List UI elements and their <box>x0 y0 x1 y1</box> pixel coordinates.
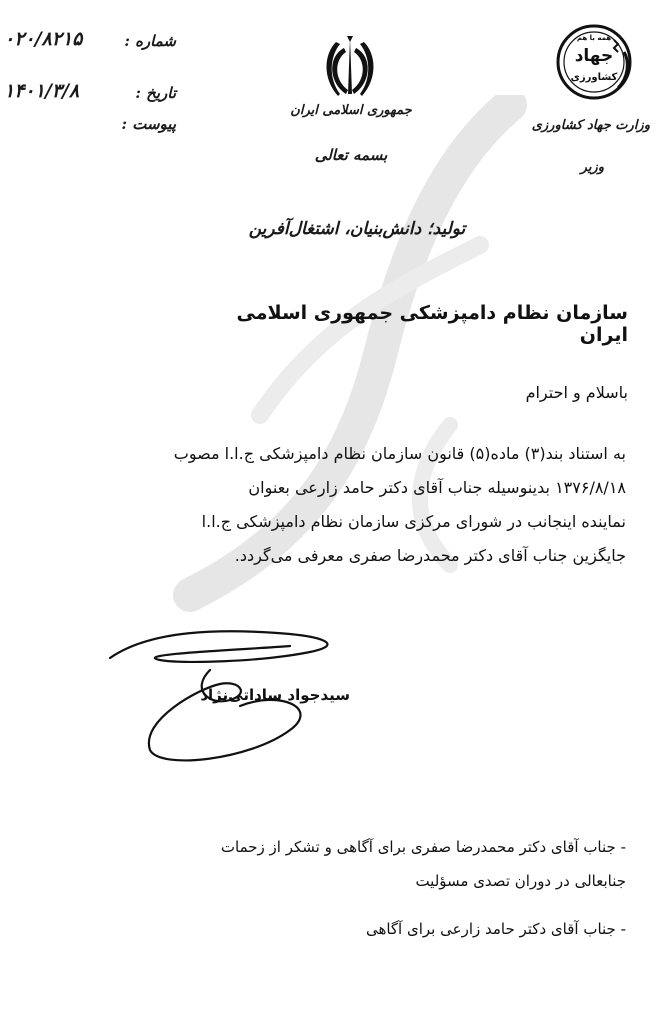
ministry-name: وزارت جهاد کشاورزی <box>531 118 650 133</box>
letter-number: ۰۲۰/۸۲۱۵ <box>4 28 83 50</box>
body-line-1: به استناد بند(۳) ماده(۵) قانون سازمان نظام دامپزشکی ج.ا.ا مصوب <box>173 444 626 463</box>
recipient: سازمان نظام دامپزشکی جمهوری اسلامی ایران <box>236 302 628 346</box>
body-line-4: جایگزین جناب آقای دکتر محمدرضا صفری معرفی می‌گردد. <box>234 546 626 565</box>
logo-main-text: جهاد <box>574 46 614 66</box>
number-label: شماره : <box>124 32 176 50</box>
letter-body <box>106 437 626 573</box>
cc-item-1-line-1: - جناب آقای دکتر محمدرضا صفری برای آگاهی و تشکر از زحمات <box>220 838 626 856</box>
minister-title: وزیر <box>580 160 604 175</box>
letter-date: ۱۴۰۱/۳/۸ <box>4 80 80 102</box>
greeting: باسلام و احترام <box>525 383 628 402</box>
body-line-3: نماینده اینجانب در شورای مرکزی سازمان نظام دامپزشکی ج.ا.ا <box>201 512 626 531</box>
body-line-2: ۱۳۷۶/۸/۱۸ بدینوسیله جناب آقای دکتر حامد زارعی بعنوان <box>248 478 626 497</box>
cc-item-1-line-2: جنابعالی در دوران تصدی مسؤلیت <box>415 872 626 890</box>
date-label: تاریخ : <box>135 84 176 102</box>
cc-item-2-line: - جناب آقای دکتر حامد زارعی برای آگاهی <box>365 920 626 938</box>
logo-sub-text: کشاورزی <box>570 72 618 83</box>
cc-item-2 <box>98 912 626 946</box>
slogan: تولید؛ دانش‌بنیان، اشتغال‌آفرین <box>248 219 466 239</box>
basmala: بسمه تعالی <box>314 146 388 164</box>
logo-top-text: همه با هم <box>576 34 612 42</box>
cc-item-1 <box>98 830 626 898</box>
ministry-logo-icon <box>554 22 634 102</box>
signer-name: سیدجواد ساداتی‌نژاد <box>200 686 350 704</box>
iran-emblem-icon <box>318 34 382 100</box>
republic-title: جمهوری اسلامی ایران <box>290 103 412 118</box>
attachment-label: پیوست : <box>121 115 176 133</box>
